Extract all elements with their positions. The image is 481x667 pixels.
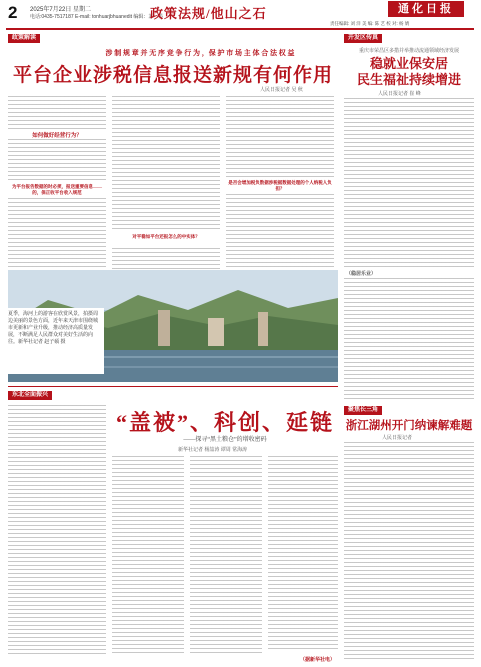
lead-text-col1-a	[8, 96, 106, 130]
right-article-2-title: 浙江湖州开门纳谏解难题	[345, 420, 473, 432]
lead-subhead-2: 为平台报告数据的时必须，报送重要信息——的，保正收平台收入规范	[12, 184, 102, 195]
page-number: 2	[8, 3, 18, 22]
lead-subhead-4: 对平稳如平台还报怎么的中实体？	[132, 234, 200, 239]
bottom-text-col4	[268, 456, 338, 652]
section-header-title: 政策法规/他山之石	[150, 6, 267, 21]
bottom-source: （据新华社电）	[300, 657, 336, 663]
lead-subhead-1: 如何做好经营行为？	[32, 133, 82, 139]
section-label-policy: 政策解读	[8, 34, 40, 43]
bottom-headline: “盖被”、科创、延链	[115, 410, 334, 435]
section-label-focus: 聚焦长三角	[344, 406, 382, 415]
issue-date: 2025年7月22日 星期二	[30, 7, 92, 13]
section-label-northeast: 东北全面振兴	[8, 391, 52, 400]
bottom-subtitle: ——探寻“黑土粮仓”的増收密码	[183, 437, 267, 443]
bottom-text-col3	[190, 456, 262, 656]
bottom-text-col1	[8, 405, 106, 655]
bottom-divider	[8, 386, 338, 387]
right-article-1-text-a	[344, 98, 474, 270]
right-article-1-text-b	[344, 278, 474, 402]
photo-caption-box	[4, 308, 104, 374]
lead-text-col3-a	[226, 96, 334, 178]
header-rule	[6, 28, 474, 30]
right-article-2-text	[344, 442, 474, 660]
right-article-1-title-2: 民生福祉持续增进	[356, 72, 461, 87]
editor-contact: 电话:0435-7517187 E-mail: tonhuarjbhuanedit 编辑：苏一苏	[30, 14, 164, 20]
lead-byline: 人民日报记者 吴 秋	[260, 87, 303, 93]
lead-kicker: 涉 制 规 章 并 无 序 竞 争 行 为 ，保 护 市 场 主 体 合 法 权 益	[105, 49, 295, 57]
right-article-2-byline: 人民日报记者	[382, 435, 413, 441]
photo-caption: 夏季，海河上的游客在欣赏风景，拍摄周边美丽的景色方面，近年来天津市围绕城市更新和产业升级，推动经济高质量发展，不断满足人民群众对美好生活的向往。新华社记者 赵子硕 摄	[8, 312, 99, 345]
lead-text-col1-b	[8, 139, 106, 183]
section-label-reform: 开发区传真	[344, 34, 382, 43]
right-article-1-title-1: 稳就业保安居	[369, 56, 448, 71]
bottom-text-col2	[112, 456, 184, 656]
lead-text-col2-a	[112, 96, 220, 232]
right-article-1-byline: 人民日报记者 崔 峰	[378, 91, 421, 97]
lead-headline: 平台企业涉税信息报送新规有何作用	[12, 65, 333, 86]
lead-subhead-3: 是否会增加税负数据涉税据数据处理的个人纳税人负担？	[228, 180, 332, 191]
right-article-1-tag: （稳居乐业）	[346, 271, 377, 277]
right-article-1-sub: 重庆市荣昌区多措并举推动流通领域经济发展	[358, 49, 459, 54]
masthead-logo: 通化日报	[388, 1, 464, 17]
staff-line: 责任编辑: 刘 洋 美 编: 陈 艺 校 对: 杨 婧	[330, 21, 410, 26]
bottom-byline: 新华社记者 杨喆涛 谭周 常海涛	[178, 447, 248, 453]
